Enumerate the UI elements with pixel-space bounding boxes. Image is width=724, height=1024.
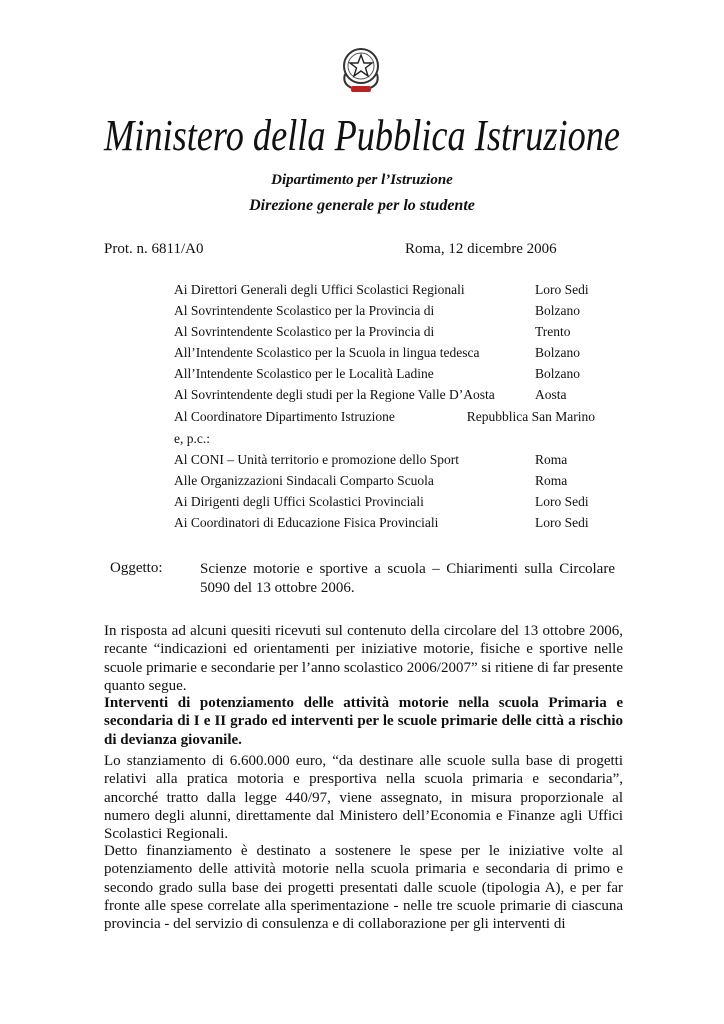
section-heading: Interventi di potenziamento delle attività motorie nella scuola Primaria e secondaria di I e II grado ed interventi per le scuole primarie delle città a rischio di devianza giovanile. [104, 695, 623, 748]
body-paragraph: In risposta ad alcuni quesiti ricevuti sul contenuto della circolare del 13 ottobre 2006, recante “indicazioni ed orientamenti per iniziative motorie, fisiche e sportive nelle scuole primarie e secondarie per l’anno scolastico 2006/2007” si ritiene di far presente quanto segue. [104, 623, 623, 694]
letter-date: Roma, 12 dicembre 2006 [405, 241, 557, 257]
protocol-number: Prot. n. 6811/A0 [104, 241, 204, 257]
body-paragraph: Detto finanziamento è destinato a sostenere le spese per le iniziative volte al potenziamento delle attività motorie nella scuola primaria e secondaria di primo e secondo grado sulla base dei progetti presentati dalle scuole (tipologia A), e per far fronte alle spese correlate alla sperimentazione - nelle tre scuole primarie di ciascuna provincia - del servizio di consulenza e di collaborazione per gli interventi di [104, 843, 623, 933]
subject-text: Scienze motorie e sportive a scuola – Chiarimenti sulla Circolare 5090 del 13 ottobre 2006. [200, 561, 615, 596]
svg-text:Ministero della Pubblica Istru: Ministero della Pubblica Istruzione [103, 111, 621, 160]
department-heading: Dipartimento per l’Istruzione [271, 172, 453, 188]
subject-label: Oggetto: [110, 560, 163, 576]
italian-republic-emblem-icon [336, 44, 386, 96]
body-paragraph: Lo stanziamento di 6.600.000 euro, “da destinare alle scuole sulla base di progetti relativi alla pratica motoria e presportiva nella scuola primaria e secondaria”, ancorché tratto dalla legge 440/97, viene assegnato, in misura proporzionale al numero degli alunni, direttamente dal Ministero dell’Economia e Finanze agli Uffici Scolastici Regionali. [104, 753, 623, 843]
direction-heading: Direzione generale per lo studente [249, 197, 475, 214]
document-page: Ministero della Pubblica Istruzione Dipartimento per l’Istruzione Direzione generale per lo studente Prot. n. 6811/A0 Roma, 12 dicembre 2006 Ai Direttori Generali degli Uffici Scolastici Regionali Loro Sedi Al Sovrintendente Scolastico per la Provincia di Bolzano Al Sovrintendente Scolastico per la Provincia di Trento All’Intendente Scolastico per la Scuola in lingua tedesca Bolzano All’Intendente Scolastico per le Località Ladine Bolzano Al Sovrintendente degli studi per la Regione Valle D’Aosta Aosta Al Coordinatore Dipartimento Istruzione Repubblica San Marino e, p.c.: Al CONI – Unità territorio e promozione dello Sport Roma Alle Organizzazioni Sindacali Comparto Scuola Roma Ai Dirigenti degli Uffici Scolastici Provinciali Loro Sedi Ai Coordinatori di Educazione Fisica Provinciali Loro Sedi Oggetto: Scienze motorie e sportive a scuola – Chiarimenti sulla Circolare 5090 del 13 ottobre 2006. In risposta ad alcuni quesiti ricevuti sul contenuto della circolare del 13 ottobre 2006, recante “indicazioni ed orientamenti per iniziative motorie, fisiche e sportive nelle scuole primarie e secondarie per l’anno scolastico 2006/2007” si ritiene di far presente quanto segue. Interventi di potenziamento delle attività motorie nella scuola Primaria e secondaria di I e II grado ed interventi per le scuole primarie delle città a rischio di devianza giovanile. Lo stanziamento di 6.600.000 euro, “da destinare alle scuole sulla base di progetti relativi alla pratica motoria e presportiva nella scuola primaria e secondaria”, ancorché tratto dalla legge 440/97, viene assegnato, in misura proporzionale al numero degli alunni, direttamente dal Ministero dell’Economia e Finanze agli Uffici Scolastici Regionali. Detto finanziamento è destinato a sostenere le spese per le iniziative volte al potenziamento delle attività motorie nella scuola primaria e secondaria di primo e secondo grado sulla base dei progetti presentati dalle scuole (tipologia A), e per far fronte alle spese correlate alla sperimentazione - nelle tre scuole primarie di ciascuna provincia - del servizio di consulenza e di collaborazione per gli interventi di [0, 0, 724, 1024]
ministry-wordmark [100, 98, 624, 164]
